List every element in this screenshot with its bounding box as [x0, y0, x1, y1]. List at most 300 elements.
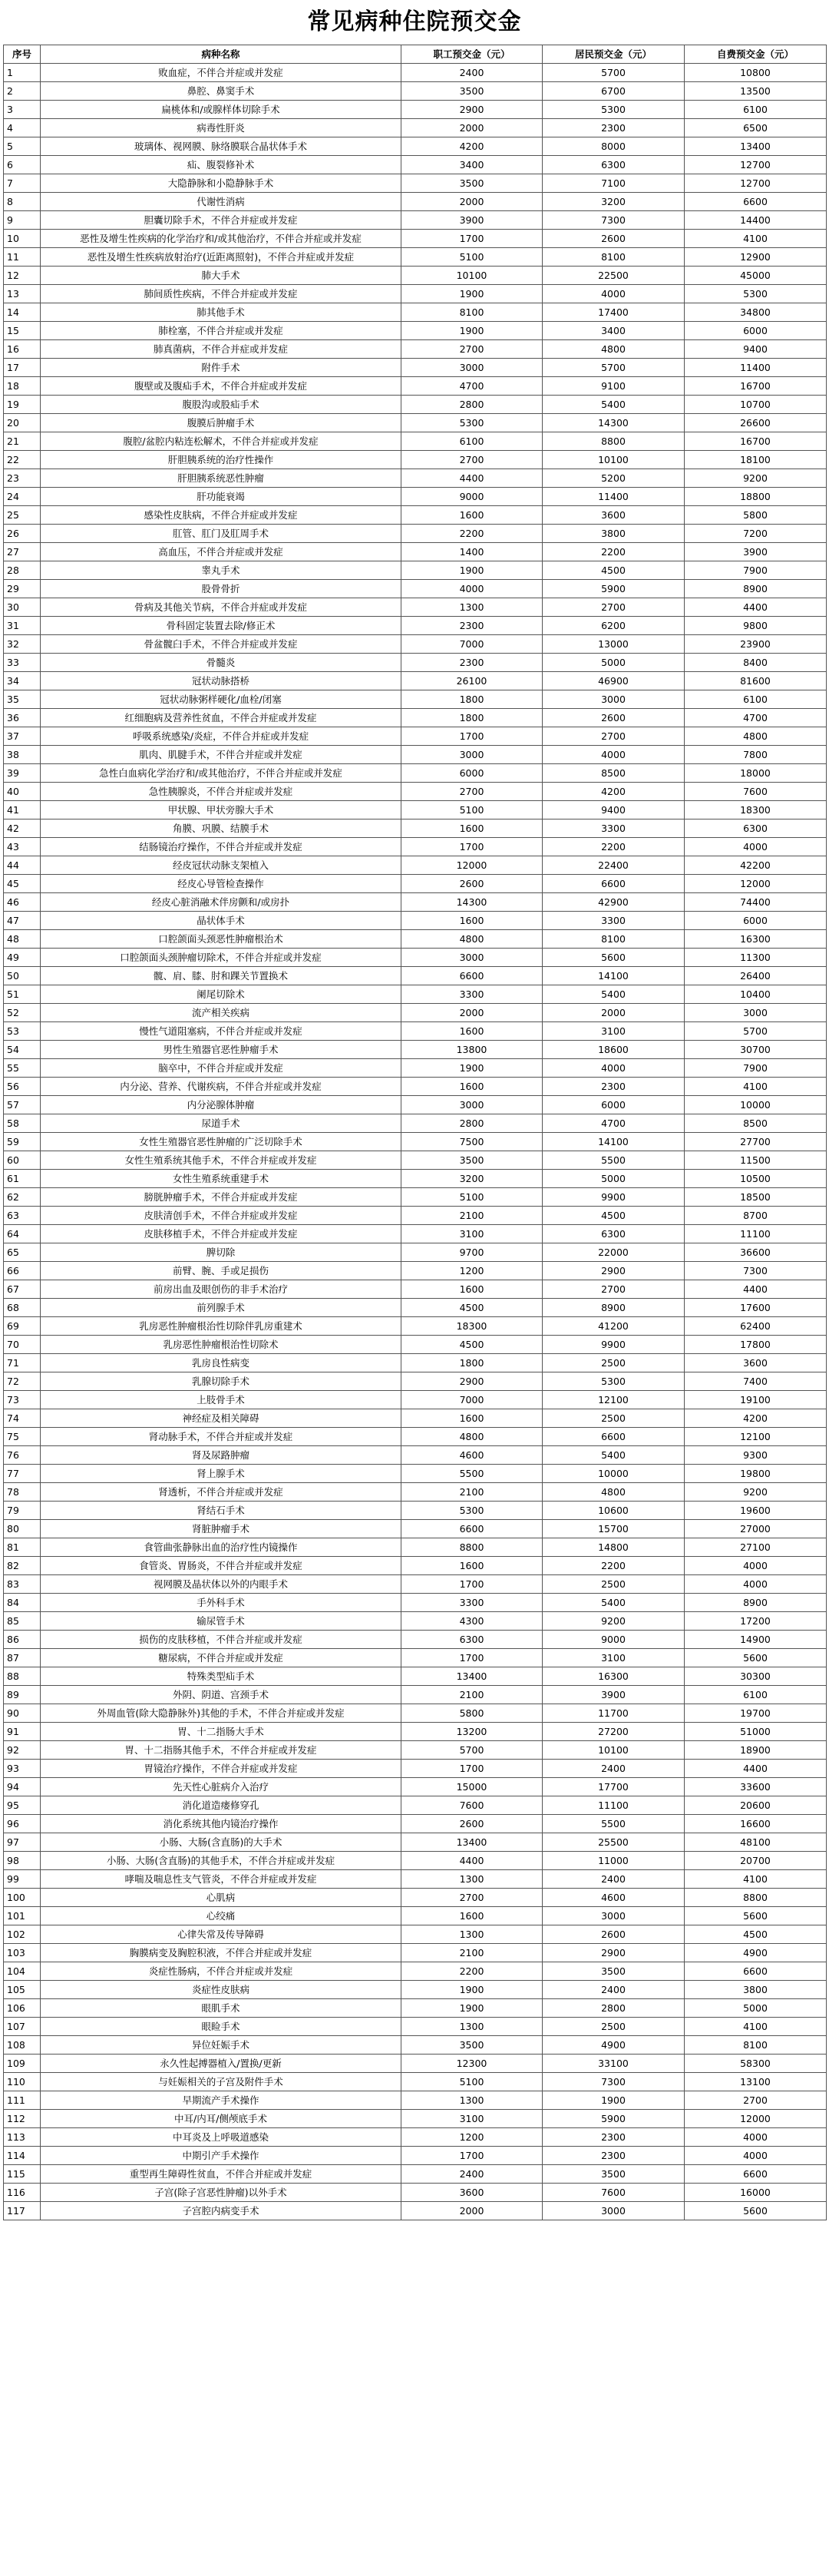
- cell-disease-name: 内分泌腺体肿瘤: [41, 1096, 401, 1114]
- cell-employee-deposit: 1200: [401, 1262, 543, 1280]
- cell-disease-name: 先天性心脏病介入治疗: [41, 1778, 401, 1796]
- cell-resident-deposit: 1900: [543, 2091, 685, 2110]
- cell-employee-deposit: 4300: [401, 1612, 543, 1631]
- cell-employee-deposit: 1600: [401, 1409, 543, 1428]
- cell-resident-deposit: 11000: [543, 1852, 685, 1870]
- cell-disease-name: 骨盆髋臼手术，不伴合并症或并发症: [41, 635, 401, 654]
- cell-disease-name: 与妊娠相关的子宫及附件手术: [41, 2073, 401, 2091]
- table-row: [4, 506, 827, 525]
- table-row: [4, 635, 827, 654]
- cell-selfpay-deposit: 6300: [685, 819, 827, 838]
- cell-index: 89: [4, 1686, 41, 1704]
- table-body: [4, 64, 827, 2220]
- cell-employee-deposit: 1900: [401, 322, 543, 340]
- cell-index: 3: [4, 101, 41, 119]
- cell-resident-deposit: 2700: [543, 1280, 685, 1299]
- cell-selfpay-deposit: 18500: [685, 1188, 827, 1207]
- table-row: [4, 1575, 827, 1594]
- cell-employee-deposit: 7000: [401, 635, 543, 654]
- cell-selfpay-deposit: 10700: [685, 396, 827, 414]
- cell-disease-name: 异位妊娠手术: [41, 2036, 401, 2055]
- cell-resident-deposit: 14100: [543, 1133, 685, 1151]
- cell-selfpay-deposit: 51000: [685, 1723, 827, 1741]
- cell-selfpay-deposit: 4000: [685, 838, 827, 856]
- cell-employee-deposit: 3000: [401, 359, 543, 377]
- table-row: [4, 930, 827, 949]
- cell-selfpay-deposit: 4000: [685, 2128, 827, 2147]
- header-index: 序号: [4, 45, 41, 64]
- cell-disease-name: 睾丸手术: [41, 561, 401, 580]
- cell-resident-deposit: 8100: [543, 248, 685, 267]
- cell-disease-name: 食管炎、胃肠炎，不伴合并症或并发症: [41, 1557, 401, 1575]
- cell-index: 8: [4, 193, 41, 211]
- cell-resident-deposit: 22400: [543, 856, 685, 875]
- table-row: [4, 1796, 827, 1815]
- cell-resident-deposit: 5700: [543, 359, 685, 377]
- cell-index: 1: [4, 64, 41, 82]
- cell-employee-deposit: 2900: [401, 101, 543, 119]
- cell-selfpay-deposit: 12000: [685, 2110, 827, 2128]
- cell-resident-deposit: 16300: [543, 1667, 685, 1686]
- cell-index: 113: [4, 2128, 41, 2147]
- cell-employee-deposit: 2700: [401, 340, 543, 359]
- cell-selfpay-deposit: 12000: [685, 875, 827, 893]
- table-row: [4, 1299, 827, 1317]
- cell-index: 114: [4, 2147, 41, 2165]
- cell-selfpay-deposit: 5600: [685, 2202, 827, 2220]
- cell-disease-name: 脾切除: [41, 1243, 401, 1262]
- cell-index: 103: [4, 1944, 41, 1962]
- cell-disease-name: 经皮心导管检查操作: [41, 875, 401, 893]
- cell-disease-name: 乳房恶性肿瘤根治性切除术: [41, 1336, 401, 1354]
- cell-resident-deposit: 5000: [543, 1170, 685, 1188]
- cell-resident-deposit: 2800: [543, 1999, 685, 2018]
- header-resident-deposit: 居民预交金（元）: [543, 45, 685, 64]
- cell-employee-deposit: 1600: [401, 1907, 543, 1925]
- cell-selfpay-deposit: 7900: [685, 1059, 827, 1078]
- cell-selfpay-deposit: 6600: [685, 1962, 827, 1981]
- cell-employee-deposit: 2000: [401, 2202, 543, 2220]
- table-row: [4, 1114, 827, 1133]
- cell-disease-name: 骨髓炎: [41, 654, 401, 672]
- cell-selfpay-deposit: 30300: [685, 1667, 827, 1686]
- cell-index: 72: [4, 1372, 41, 1391]
- cell-index: 29: [4, 580, 41, 598]
- cell-disease-name: 女性生殖器官恶性肿瘤的广泛切除手术: [41, 1133, 401, 1151]
- table-row: [4, 1022, 827, 1041]
- cell-selfpay-deposit: 3900: [685, 543, 827, 561]
- cell-disease-name: 内分泌、营养、代谢疾病，不伴合并症或并发症: [41, 1078, 401, 1096]
- cell-resident-deposit: 3000: [543, 690, 685, 709]
- cell-index: 51: [4, 985, 41, 1004]
- cell-employee-deposit: 2600: [401, 875, 543, 893]
- cell-index: 85: [4, 1612, 41, 1631]
- cell-disease-name: 腹腔/盆腔内粘连松解术，不伴合并症或并发症: [41, 432, 401, 451]
- cell-resident-deposit: 9400: [543, 801, 685, 819]
- cell-selfpay-deposit: 5300: [685, 285, 827, 303]
- cell-selfpay-deposit: 12100: [685, 1428, 827, 1446]
- cell-resident-deposit: 46900: [543, 672, 685, 690]
- cell-employee-deposit: 1800: [401, 1354, 543, 1372]
- cell-selfpay-deposit: 18100: [685, 451, 827, 469]
- cell-resident-deposit: 5200: [543, 469, 685, 488]
- cell-index: 86: [4, 1631, 41, 1649]
- table-row: [4, 137, 827, 156]
- cell-disease-name: 扁桃体和/或腺样体切除手术: [41, 101, 401, 119]
- cell-disease-name: 前列腺手术: [41, 1299, 401, 1317]
- cell-resident-deposit: 9100: [543, 377, 685, 396]
- cell-employee-deposit: 2100: [401, 1483, 543, 1502]
- cell-disease-name: 女性生殖系统重建手术: [41, 1170, 401, 1188]
- cell-resident-deposit: 4000: [543, 1059, 685, 1078]
- cell-selfpay-deposit: 11400: [685, 359, 827, 377]
- cell-resident-deposit: 2200: [543, 1557, 685, 1575]
- cell-employee-deposit: 8100: [401, 303, 543, 322]
- cell-employee-deposit: 1900: [401, 285, 543, 303]
- cell-index: 91: [4, 1723, 41, 1741]
- table-row: [4, 1170, 827, 1188]
- table-row: [4, 1999, 827, 2018]
- cell-resident-deposit: 8900: [543, 1299, 685, 1317]
- cell-index: 9: [4, 211, 41, 230]
- cell-disease-name: 神经症及相关障碍: [41, 1409, 401, 1428]
- cell-index: 76: [4, 1446, 41, 1465]
- cell-disease-name: 男性生殖器官恶性肿瘤手术: [41, 1041, 401, 1059]
- cell-resident-deposit: 10100: [543, 1741, 685, 1760]
- cell-resident-deposit: 6300: [543, 1225, 685, 1243]
- cell-index: 107: [4, 2018, 41, 2036]
- cell-employee-deposit: 1600: [401, 1022, 543, 1041]
- table-row: [4, 1704, 827, 1723]
- cell-disease-name: 红细胞病及营养性贫血，不伴合并症或并发症: [41, 709, 401, 727]
- cell-resident-deposit: 2400: [543, 1981, 685, 1999]
- cell-resident-deposit: 3300: [543, 912, 685, 930]
- cell-index: 69: [4, 1317, 41, 1336]
- table-row: [4, 2055, 827, 2073]
- cell-disease-name: 晶状体手术: [41, 912, 401, 930]
- cell-employee-deposit: 1700: [401, 1575, 543, 1594]
- table-row: [4, 1612, 827, 1631]
- cell-index: 23: [4, 469, 41, 488]
- cell-resident-deposit: 5400: [543, 396, 685, 414]
- cell-employee-deposit: 5100: [401, 248, 543, 267]
- cell-resident-deposit: 4500: [543, 1207, 685, 1225]
- cell-resident-deposit: 11100: [543, 1796, 685, 1815]
- cell-resident-deposit: 3100: [543, 1649, 685, 1667]
- cell-disease-name: 食管曲张静脉出血的治疗性内镜操作: [41, 1538, 401, 1557]
- cell-disease-name: 髋、肩、膝、肘和踝关节置换术: [41, 967, 401, 985]
- table-row: [4, 1280, 827, 1299]
- cell-employee-deposit: 13800: [401, 1041, 543, 1059]
- cell-resident-deposit: 4000: [543, 285, 685, 303]
- cell-index: 92: [4, 1741, 41, 1760]
- cell-selfpay-deposit: 10400: [685, 985, 827, 1004]
- cell-disease-name: 眼肌手术: [41, 1999, 401, 2018]
- cell-selfpay-deposit: 19100: [685, 1391, 827, 1409]
- cell-resident-deposit: 11400: [543, 488, 685, 506]
- cell-disease-name: 心律失常及传导障碍: [41, 1925, 401, 1944]
- cell-employee-deposit: 1700: [401, 230, 543, 248]
- cell-employee-deposit: 6600: [401, 967, 543, 985]
- cell-resident-deposit: 2400: [543, 1870, 685, 1889]
- cell-employee-deposit: 3000: [401, 1096, 543, 1114]
- cell-index: 70: [4, 1336, 41, 1354]
- cell-selfpay-deposit: 26600: [685, 414, 827, 432]
- cell-selfpay-deposit: 5700: [685, 1022, 827, 1041]
- cell-employee-deposit: 4800: [401, 1428, 543, 1446]
- cell-resident-deposit: 4000: [543, 746, 685, 764]
- cell-selfpay-deposit: 8800: [685, 1889, 827, 1907]
- cell-index: 60: [4, 1151, 41, 1170]
- table-row: [4, 1870, 827, 1889]
- cell-index: 68: [4, 1299, 41, 1317]
- cell-resident-deposit: 2000: [543, 1004, 685, 1022]
- cell-resident-deposit: 4900: [543, 2036, 685, 2055]
- cell-resident-deposit: 8500: [543, 764, 685, 783]
- cell-resident-deposit: 14300: [543, 414, 685, 432]
- cell-selfpay-deposit: 4900: [685, 1944, 827, 1962]
- cell-selfpay-deposit: 19600: [685, 1502, 827, 1520]
- cell-disease-name: 败血症，不伴合并症或并发症: [41, 64, 401, 82]
- cell-index: 75: [4, 1428, 41, 1446]
- cell-employee-deposit: 1600: [401, 1078, 543, 1096]
- cell-resident-deposit: 6700: [543, 82, 685, 101]
- cell-selfpay-deposit: 8900: [685, 1594, 827, 1612]
- cell-index: 18: [4, 377, 41, 396]
- cell-resident-deposit: 5400: [543, 985, 685, 1004]
- cell-index: 65: [4, 1243, 41, 1262]
- cell-disease-name: 子宫腔内病变手术: [41, 2202, 401, 2220]
- cell-employee-deposit: 1900: [401, 1981, 543, 1999]
- cell-selfpay-deposit: 13100: [685, 2073, 827, 2091]
- cell-index: 87: [4, 1649, 41, 1667]
- cell-resident-deposit: 7100: [543, 174, 685, 193]
- table-row: [4, 1078, 827, 1096]
- cell-disease-name: 肛管、肛门及肛周手术: [41, 525, 401, 543]
- cell-selfpay-deposit: 9200: [685, 469, 827, 488]
- cell-resident-deposit: 15700: [543, 1520, 685, 1538]
- cell-disease-name: 冠状动脉搭桥: [41, 672, 401, 690]
- cell-index: 100: [4, 1889, 41, 1907]
- cell-disease-name: 阑尾切除术: [41, 985, 401, 1004]
- table-row: [4, 1059, 827, 1078]
- cell-employee-deposit: 9000: [401, 488, 543, 506]
- cell-resident-deposit: 2300: [543, 2147, 685, 2165]
- table-row: [4, 1446, 827, 1465]
- cell-resident-deposit: 10600: [543, 1502, 685, 1520]
- cell-resident-deposit: 2600: [543, 230, 685, 248]
- cell-disease-name: 外阴、阴道、宫颈手术: [41, 1686, 401, 1704]
- cell-resident-deposit: 2900: [543, 1944, 685, 1962]
- cell-disease-name: 乳腺切除手术: [41, 1372, 401, 1391]
- cell-employee-deposit: 13400: [401, 1667, 543, 1686]
- cell-index: 116: [4, 2184, 41, 2202]
- cell-resident-deposit: 10000: [543, 1465, 685, 1483]
- cell-resident-deposit: 14100: [543, 967, 685, 985]
- cell-disease-name: 骨病及其他关节病，不伴合并症或并发症: [41, 598, 401, 617]
- table-row: [4, 488, 827, 506]
- cell-disease-name: 肝胆胰系统恶性肿瘤: [41, 469, 401, 488]
- cell-employee-deposit: 2800: [401, 1114, 543, 1133]
- cell-employee-deposit: 7000: [401, 1391, 543, 1409]
- cell-selfpay-deposit: 62400: [685, 1317, 827, 1336]
- cell-selfpay-deposit: 9200: [685, 1483, 827, 1502]
- cell-index: 49: [4, 949, 41, 967]
- cell-index: 28: [4, 561, 41, 580]
- cell-resident-deposit: 9000: [543, 1631, 685, 1649]
- cell-resident-deposit: 3300: [543, 819, 685, 838]
- cell-disease-name: 玻璃体、视网膜、脉络膜联合晶状体手术: [41, 137, 401, 156]
- cell-employee-deposit: 5500: [401, 1465, 543, 1483]
- cell-resident-deposit: 25500: [543, 1833, 685, 1852]
- table-row: [4, 469, 827, 488]
- cell-disease-name: 中耳炎及上呼吸道感染: [41, 2128, 401, 2147]
- cell-index: 16: [4, 340, 41, 359]
- cell-disease-name: 胃、十二指肠其他手术，不伴合并症或并发症: [41, 1741, 401, 1760]
- cell-disease-name: 膀胱肿瘤手术，不伴合并症或并发症: [41, 1188, 401, 1207]
- cell-employee-deposit: 3000: [401, 949, 543, 967]
- table-row: [4, 322, 827, 340]
- cell-resident-deposit: 2500: [543, 1409, 685, 1428]
- cell-resident-deposit: 5000: [543, 654, 685, 672]
- cell-resident-deposit: 7300: [543, 211, 685, 230]
- cell-disease-name: 上肢骨手术: [41, 1391, 401, 1409]
- table-row: [4, 764, 827, 783]
- cell-employee-deposit: 26100: [401, 672, 543, 690]
- cell-selfpay-deposit: 6600: [685, 193, 827, 211]
- cell-selfpay-deposit: 6000: [685, 912, 827, 930]
- cell-employee-deposit: 1700: [401, 1649, 543, 1667]
- cell-employee-deposit: 6100: [401, 432, 543, 451]
- table-row: [4, 1188, 827, 1207]
- cell-disease-name: 尿道手术: [41, 1114, 401, 1133]
- cell-employee-deposit: 2100: [401, 1944, 543, 1962]
- cell-employee-deposit: 9700: [401, 1243, 543, 1262]
- cell-resident-deposit: 17400: [543, 303, 685, 322]
- cell-index: 98: [4, 1852, 41, 1870]
- cell-selfpay-deposit: 4100: [685, 1870, 827, 1889]
- cell-index: 109: [4, 2055, 41, 2073]
- cell-selfpay-deposit: 26400: [685, 967, 827, 985]
- cell-selfpay-deposit: 4400: [685, 1760, 827, 1778]
- cell-index: 46: [4, 893, 41, 912]
- cell-index: 102: [4, 1925, 41, 1944]
- cell-employee-deposit: 4500: [401, 1299, 543, 1317]
- cell-disease-name: 重型再生障碍性贫血，不伴合并症或并发症: [41, 2165, 401, 2184]
- cell-disease-name: 眼睑手术: [41, 2018, 401, 2036]
- cell-selfpay-deposit: 14900: [685, 1631, 827, 1649]
- cell-resident-deposit: 2300: [543, 2128, 685, 2147]
- table-row: [4, 1336, 827, 1354]
- cell-resident-deposit: 5600: [543, 949, 685, 967]
- table-row: [4, 783, 827, 801]
- cell-index: 52: [4, 1004, 41, 1022]
- cell-employee-deposit: 2700: [401, 451, 543, 469]
- cell-selfpay-deposit: 19700: [685, 1704, 827, 1723]
- cell-resident-deposit: 5300: [543, 1372, 685, 1391]
- cell-selfpay-deposit: 10000: [685, 1096, 827, 1114]
- cell-disease-name: 皮肤移植手术，不伴合并症或并发症: [41, 1225, 401, 1243]
- table-row: [4, 1962, 827, 1981]
- cell-employee-deposit: 5100: [401, 1188, 543, 1207]
- cell-index: 26: [4, 525, 41, 543]
- cell-resident-deposit: 8000: [543, 137, 685, 156]
- table-row: [4, 525, 827, 543]
- cell-disease-name: 急性胰腺炎，不伴合并症或并发症: [41, 783, 401, 801]
- table-row: [4, 174, 827, 193]
- cell-disease-name: 口腔颌面头颈肿瘤切除术，不伴合并症或并发症: [41, 949, 401, 967]
- cell-employee-deposit: 4200: [401, 137, 543, 156]
- cell-resident-deposit: 5500: [543, 1815, 685, 1833]
- cell-selfpay-deposit: 81600: [685, 672, 827, 690]
- cell-employee-deposit: 2000: [401, 193, 543, 211]
- table-row: [4, 1649, 827, 1667]
- table-row: [4, 985, 827, 1004]
- cell-selfpay-deposit: 13500: [685, 82, 827, 101]
- cell-disease-name: 肺栓塞，不伴合并症或并发症: [41, 322, 401, 340]
- cell-index: 96: [4, 1815, 41, 1833]
- cell-disease-name: 肾脏肿瘤手术: [41, 1520, 401, 1538]
- cell-index: 58: [4, 1114, 41, 1133]
- cell-selfpay-deposit: 42200: [685, 856, 827, 875]
- cell-disease-name: 永久性起搏器植入/置换/更新: [41, 2055, 401, 2073]
- table-row: [4, 1741, 827, 1760]
- table-row: [4, 2073, 827, 2091]
- cell-employee-deposit: 1600: [401, 1280, 543, 1299]
- cell-index: 14: [4, 303, 41, 322]
- cell-index: 19: [4, 396, 41, 414]
- cell-disease-name: 感染性皮肤病，不伴合并症或并发症: [41, 506, 401, 525]
- cell-index: 39: [4, 764, 41, 783]
- cell-index: 27: [4, 543, 41, 561]
- cell-resident-deposit: 2600: [543, 1925, 685, 1944]
- cell-selfpay-deposit: 27700: [685, 1133, 827, 1151]
- cell-selfpay-deposit: 36600: [685, 1243, 827, 1262]
- table-row: [4, 1723, 827, 1741]
- cell-employee-deposit: 1700: [401, 727, 543, 746]
- cell-disease-name: 外周血管(除大隐静脉外)其他的手术，不伴合并症或并发症: [41, 1704, 401, 1723]
- cell-selfpay-deposit: 8400: [685, 654, 827, 672]
- cell-employee-deposit: 10100: [401, 267, 543, 285]
- cell-disease-name: 皮肤清创手术，不伴合并症或并发症: [41, 1207, 401, 1225]
- cell-index: 111: [4, 2091, 41, 2110]
- table-row: [4, 211, 827, 230]
- cell-index: 88: [4, 1667, 41, 1686]
- cell-employee-deposit: 14300: [401, 893, 543, 912]
- cell-selfpay-deposit: 16000: [685, 2184, 827, 2202]
- cell-selfpay-deposit: 12700: [685, 174, 827, 193]
- cell-resident-deposit: 2700: [543, 598, 685, 617]
- cell-index: 115: [4, 2165, 41, 2184]
- table-row: [4, 672, 827, 690]
- table-row: [4, 2184, 827, 2202]
- cell-employee-deposit: 4000: [401, 580, 543, 598]
- cell-index: 71: [4, 1354, 41, 1372]
- cell-disease-name: 肌肉、肌腱手术，不伴合并症或并发症: [41, 746, 401, 764]
- document-title: 常见病种住院预交金: [307, 8, 522, 35]
- cell-index: 63: [4, 1207, 41, 1225]
- table-row: [4, 230, 827, 248]
- cell-resident-deposit: 4800: [543, 1483, 685, 1502]
- cell-employee-deposit: 2300: [401, 654, 543, 672]
- cell-index: 50: [4, 967, 41, 985]
- cell-selfpay-deposit: 18800: [685, 488, 827, 506]
- cell-selfpay-deposit: 10800: [685, 64, 827, 82]
- cell-selfpay-deposit: 4100: [685, 230, 827, 248]
- cell-index: 11: [4, 248, 41, 267]
- table-row: [4, 340, 827, 359]
- cell-employee-deposit: 2800: [401, 396, 543, 414]
